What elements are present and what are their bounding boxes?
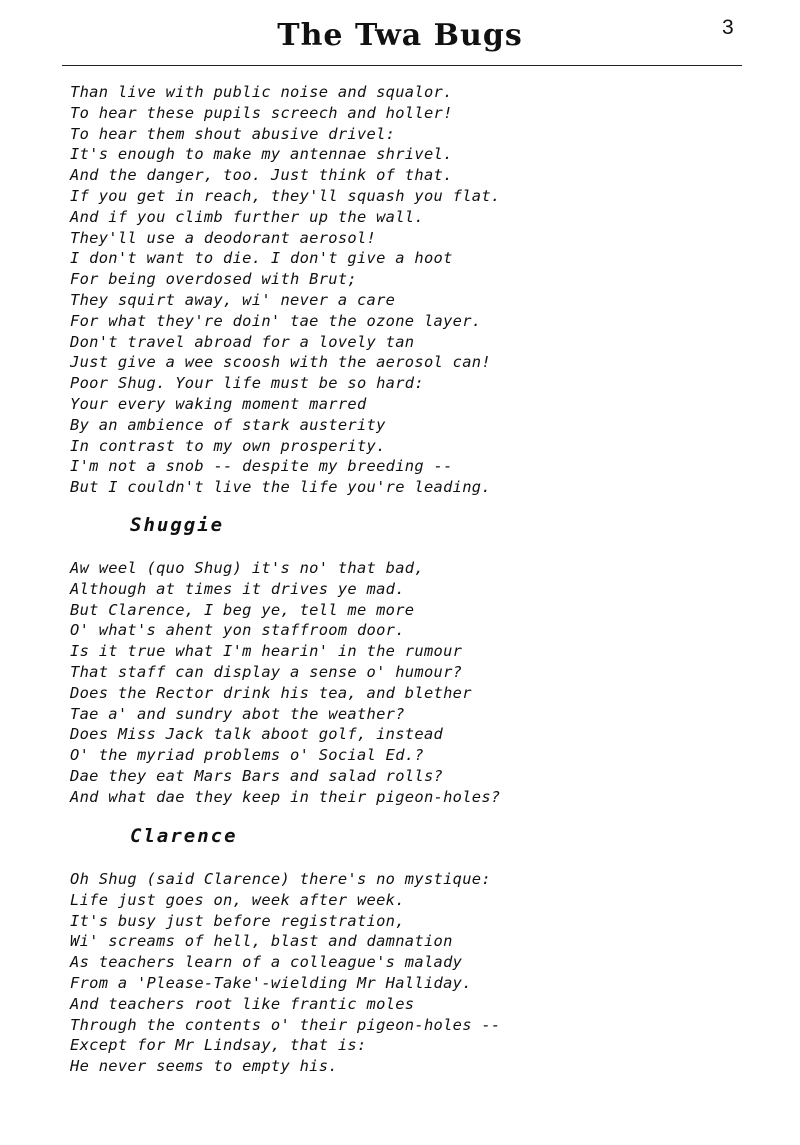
verse-line: As teachers learn of a colleague's malady <box>70 953 463 972</box>
verse-line: Although at times it drives ye mad. <box>70 579 405 598</box>
verse-line: But I couldn't live the life you're leading. <box>70 478 491 497</box>
verse-line: If you get in reach, they'll squash you flat. <box>70 186 501 205</box>
verse-line: They'll use a deodorant aerosol! <box>70 228 377 247</box>
verse-line: They squirt away, wi' never a care <box>70 290 396 309</box>
verse-line: I don't want to die. I don't give a hoot <box>70 249 453 268</box>
verse-line: It's enough to make my antennae shrivel. <box>70 145 453 164</box>
verse-line: Life just goes on, week after week. <box>70 890 405 909</box>
verse-line: Is it true what I'm hearin' in the rumour <box>70 642 463 661</box>
verse-line: But Clarence, I beg ye, tell me more <box>70 600 415 619</box>
verse-line: Through the contents o' their pigeon-holes -- <box>70 1015 501 1034</box>
verse-line: From a 'Please-Take'-wielding Mr Halliday. <box>70 973 472 992</box>
verse-line: And teachers root like frantic moles <box>70 994 415 1013</box>
verse-line: Does the Rector drink his tea, and blether <box>70 683 472 702</box>
verse-line: Oh Shug (said Clarence) there's no mystique: <box>70 870 491 888</box>
page-number: 3 <box>722 16 734 39</box>
verse-line: And what dae they keep in their pigeon-holes? <box>70 787 501 806</box>
verse-line: It's busy just before registration, <box>70 911 405 930</box>
verse-line: In contrast to my own prosperity. <box>70 436 386 455</box>
verse-line: O' the myriad problems o' Social Ed.? <box>70 746 424 765</box>
page-title: The Twa Bugs <box>277 18 523 53</box>
verse-line: Tae a' and sundry abot the weather? <box>70 704 405 723</box>
verse-line: Just give a wee scoosh with the aerosol can! <box>70 353 491 372</box>
verse-line: O' what's ahent yon staffroom door. <box>70 621 405 640</box>
verse-line: And if you climb further up the wall. <box>70 207 424 226</box>
verse-line: And the danger, too. Just think of that. <box>70 166 453 185</box>
stanza-shuggie <box>70 558 500 808</box>
verse-line: Wi' screams of hell, blast and damnation <box>70 932 453 951</box>
verse-line: I'm not a snob -- despite my breeding -- <box>70 457 453 476</box>
verse-line: That staff can display a sense o' humour? <box>70 662 463 681</box>
verse-line: Than live with public noise and squalor. <box>70 83 453 101</box>
verse-line: Your every waking moment marred <box>70 394 367 413</box>
verse-line: He never seems to empty his. <box>70 1057 338 1076</box>
title-divider <box>62 65 742 66</box>
verse-line: Aw weel (quo Shug) it's no' that bad, <box>70 559 424 577</box>
verse-line: For what they're doin' tae the ozone layer. <box>70 311 482 330</box>
verse-line: Poor Shug. Your life must be so hard: <box>70 374 424 393</box>
stanza-clarence-1 <box>70 82 500 498</box>
verse-line: Does Miss Jack talk aboot golf, instead <box>70 725 444 744</box>
verse-line: For being overdosed with Brut; <box>70 270 357 289</box>
stanza-clarence-2 <box>70 869 500 1077</box>
speaker-heading-clarence: Clarence <box>130 825 238 847</box>
verse-line: Don't travel abroad for a lovely tan <box>70 332 415 351</box>
verse-line: Except for Mr Lindsay, that is: <box>70 1036 367 1055</box>
verse-line: Dae they eat Mars Bars and salad rolls? <box>70 766 444 785</box>
speaker-heading-shuggie: Shuggie <box>130 514 225 536</box>
verse-line: To hear these pupils screech and holler! <box>70 103 453 122</box>
verse-line: By an ambience of stark austerity <box>70 415 386 434</box>
verse-line: To hear them shout abusive drivel: <box>70 124 396 143</box>
